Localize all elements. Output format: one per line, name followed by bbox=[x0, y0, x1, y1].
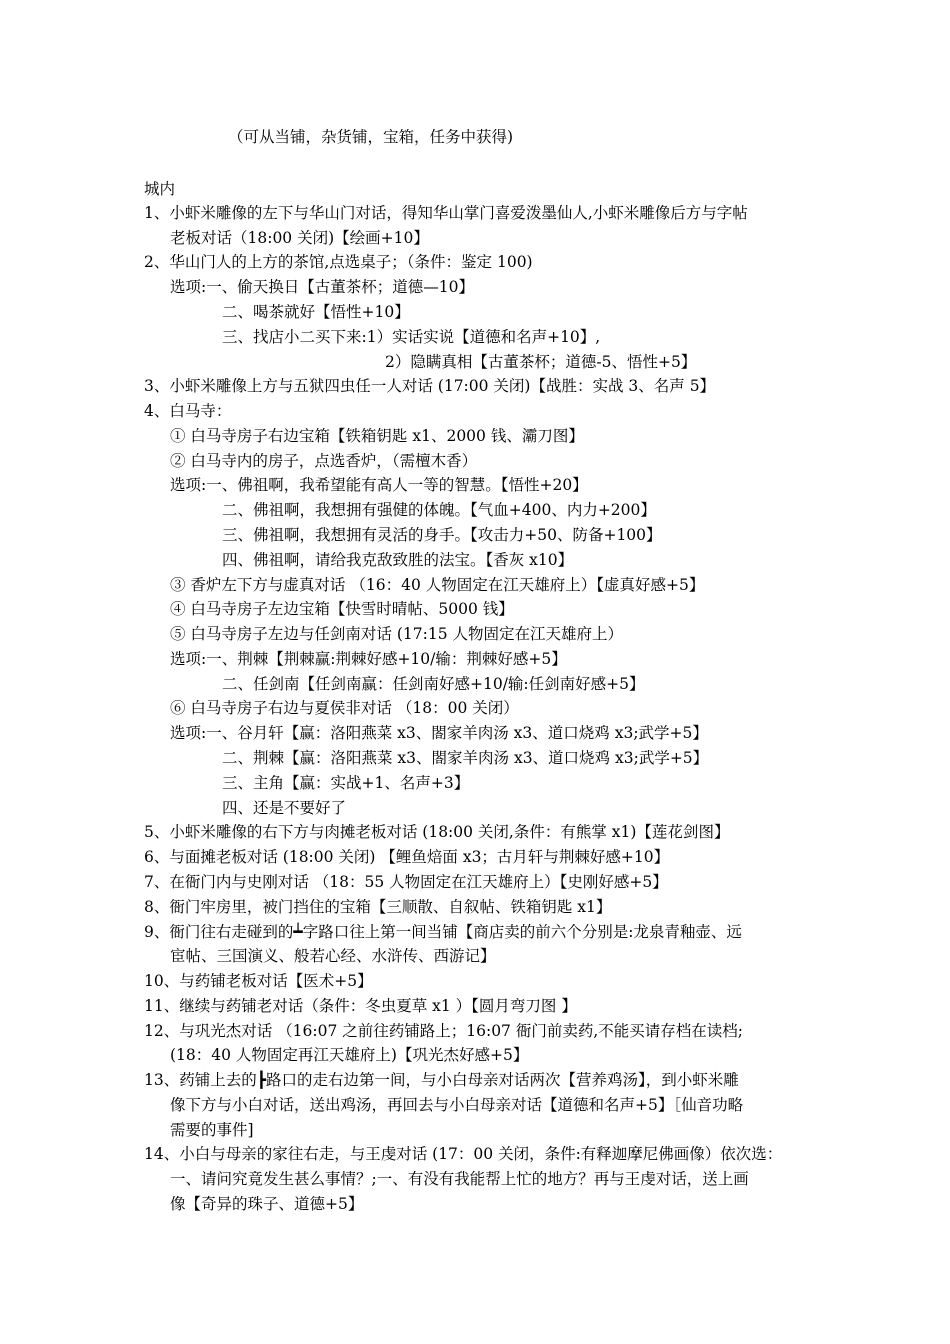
item-4-option: 三、佛祖啊，我想拥有灵活的身手。【攻击力+50、防备+100】 bbox=[222, 526, 662, 544]
item-2-line: 2、华山门人的上方的茶馆,点选桌子；（条件：鉴定 100) bbox=[144, 253, 533, 271]
item-4-option: 选项:一、佛祖啊，我希望能有高人一等的智慧。【悟性+20】 bbox=[170, 476, 588, 494]
item-8-line: 8、衙门牢房里，被门挡住的宝箱【三顺散、自叙帖、铁箱钥匙 x1】 bbox=[144, 898, 612, 916]
item-12-line: 12、与巩光杰对话 （16:07 之前往药铺路上；16:07 衙门前卖药,不能买请存档在读档; bbox=[144, 1022, 743, 1040]
item-2-option: 选项:一、偷天换日【古董茶杯；道德—10】 bbox=[170, 278, 474, 296]
item-2-option: 三、找店小二买下来:1）实话实说【道德和名声+10】, bbox=[222, 328, 601, 346]
item-4-option: 二、佛祖啊，我想拥有强健的体魄。【气血+400、内力+200】 bbox=[222, 501, 656, 519]
section-title: 城内 bbox=[144, 180, 176, 198]
item-12-line-cont: (18：40 人物固定再江天雄府上)【巩光杰好感+5】 bbox=[170, 1046, 529, 1064]
item-4-line: 4、白马寺： bbox=[144, 402, 232, 420]
item-2-option: 二、喝茶就好【悟性+10】 bbox=[222, 303, 410, 321]
item-5-line: 5、小虾米雕像的右下方与肉摊老板对话 (18:00 关闭,条件：有熊掌 x1)【莲花剑图】 bbox=[144, 823, 730, 841]
item-6-line: 6、与面摊老板对话 (18:00 关闭) 【鲤鱼焙面 x3；古月轩与荆棘好感+10】 bbox=[144, 848, 670, 866]
item-9-line: 9、衙门往右走碰到的┷字路口往上第一间当铺【商店卖的前六个分别是:龙泉青釉壶、远 bbox=[144, 923, 742, 941]
item-4-sub: ④ 白马寺房子左边宝箱【快雪时晴帖、5000 钱】 bbox=[170, 600, 514, 618]
item-4-option: 四、佛祖啊，请给我克敌致胜的法宝。【香灰 x10】 bbox=[222, 551, 574, 569]
item-4-option: 二、荆棘【赢：洛阳燕菜 x3、閤家羊肉汤 x3、道口烧鸡 x3;武学+5】 bbox=[222, 749, 709, 767]
item-4-option: 选项:一、谷月轩【赢：洛阳燕菜 x3、閤家羊肉汤 x3、道口烧鸡 x3;武学+5】 bbox=[170, 724, 708, 742]
item-4-option: 选项:一、荆棘【荆棘赢:荆棘好感+10/输：荆棘好感+5】 bbox=[170, 650, 567, 668]
item-7-line: 7、在衙门内与史刚对话 （18：55 人物固定在江天雄府上）【史刚好感+5】 bbox=[144, 873, 668, 891]
item-4-sub: ② 白马寺内的房子，点选香炉，（需檀木香） bbox=[170, 452, 478, 470]
item-4-sub: ① 白马寺房子右边宝箱【铁箱钥匙 x1、2000 钱、灞刀图】 bbox=[170, 427, 584, 445]
item-14-line-cont: 像【奇异的珠子、道德+5】 bbox=[170, 1195, 364, 1213]
item-4-sub: ⑥ 白马寺房子右边与夏侯非对话 （18：00 关闭） bbox=[170, 699, 519, 717]
item-9-line-cont: 宦帖、三国演义、般若心经、水浒传、西游记】 bbox=[170, 947, 496, 965]
item-10-line: 10、与药铺老板对话【医术+5】 bbox=[144, 972, 373, 990]
item-3-line: 3、小虾米雕像上方与五狱四虫任一人对话 (17:00 关闭)【战胜：实战 3、名声 5】 bbox=[144, 377, 716, 395]
item-4-sub: ③ 香炉左下方与虚真对话 （16：40 人物固定在江天雄府上）【虚真好感+5】 bbox=[170, 576, 705, 594]
item-4-sub: ⑤ 白马寺房子左边与任剑南对话 (17:15 人物固定在江天雄府上） bbox=[170, 625, 623, 643]
source-note: （可从当铺，杂货铺，宝箱，任务中获得) bbox=[228, 128, 514, 146]
item-1-line-cont: 老板对话（18:00 关闭)【绘画+10】 bbox=[170, 229, 429, 247]
item-13-line: 13、药铺上去的┣路口的走右边第一间，与小白母亲对话两次【营养鸡汤】，到小虾米雕 bbox=[144, 1071, 739, 1089]
item-14-line: 14、小白与母亲的家往右走，与王虔对话 (17：00 关闭，条件:有释迦摩尼佛画像）依次选： bbox=[144, 1145, 783, 1163]
item-4-option: 二、任剑南【任剑南赢：任剑南好感+10/输:任剑南好感+5】 bbox=[222, 675, 645, 693]
item-2-option-sub: 2）隐瞒真相【古董茶杯；道德-5、悟性+5】 bbox=[385, 353, 697, 371]
item-1-line: 1、小虾米雕像的左下与华山门对话，得知华山掌门喜爱泼墨仙人,小虾米雕像后方与字帖 bbox=[144, 204, 748, 222]
item-11-line: 11、继续与药铺老对话（条件：冬虫夏草 x1 ）【圆月弯刀图 】 bbox=[144, 997, 577, 1015]
item-13-line-cont: 需要的事件] bbox=[170, 1121, 254, 1139]
item-4-option: 四、还是不要好了 bbox=[222, 799, 347, 817]
item-4-option: 三、主角【赢：实战+1、名声+3】 bbox=[222, 774, 470, 792]
item-13-line-cont: 像下方与小白对话，送出鸡汤，再回去与小白母亲对话【道德和名声+5】［仙音功略 bbox=[170, 1096, 744, 1114]
item-14-line-cont: 一、请问究竟发生甚么事情？;一、有没有我能帮上忙的地方？再与王虔对话，送上画 bbox=[170, 1170, 749, 1188]
